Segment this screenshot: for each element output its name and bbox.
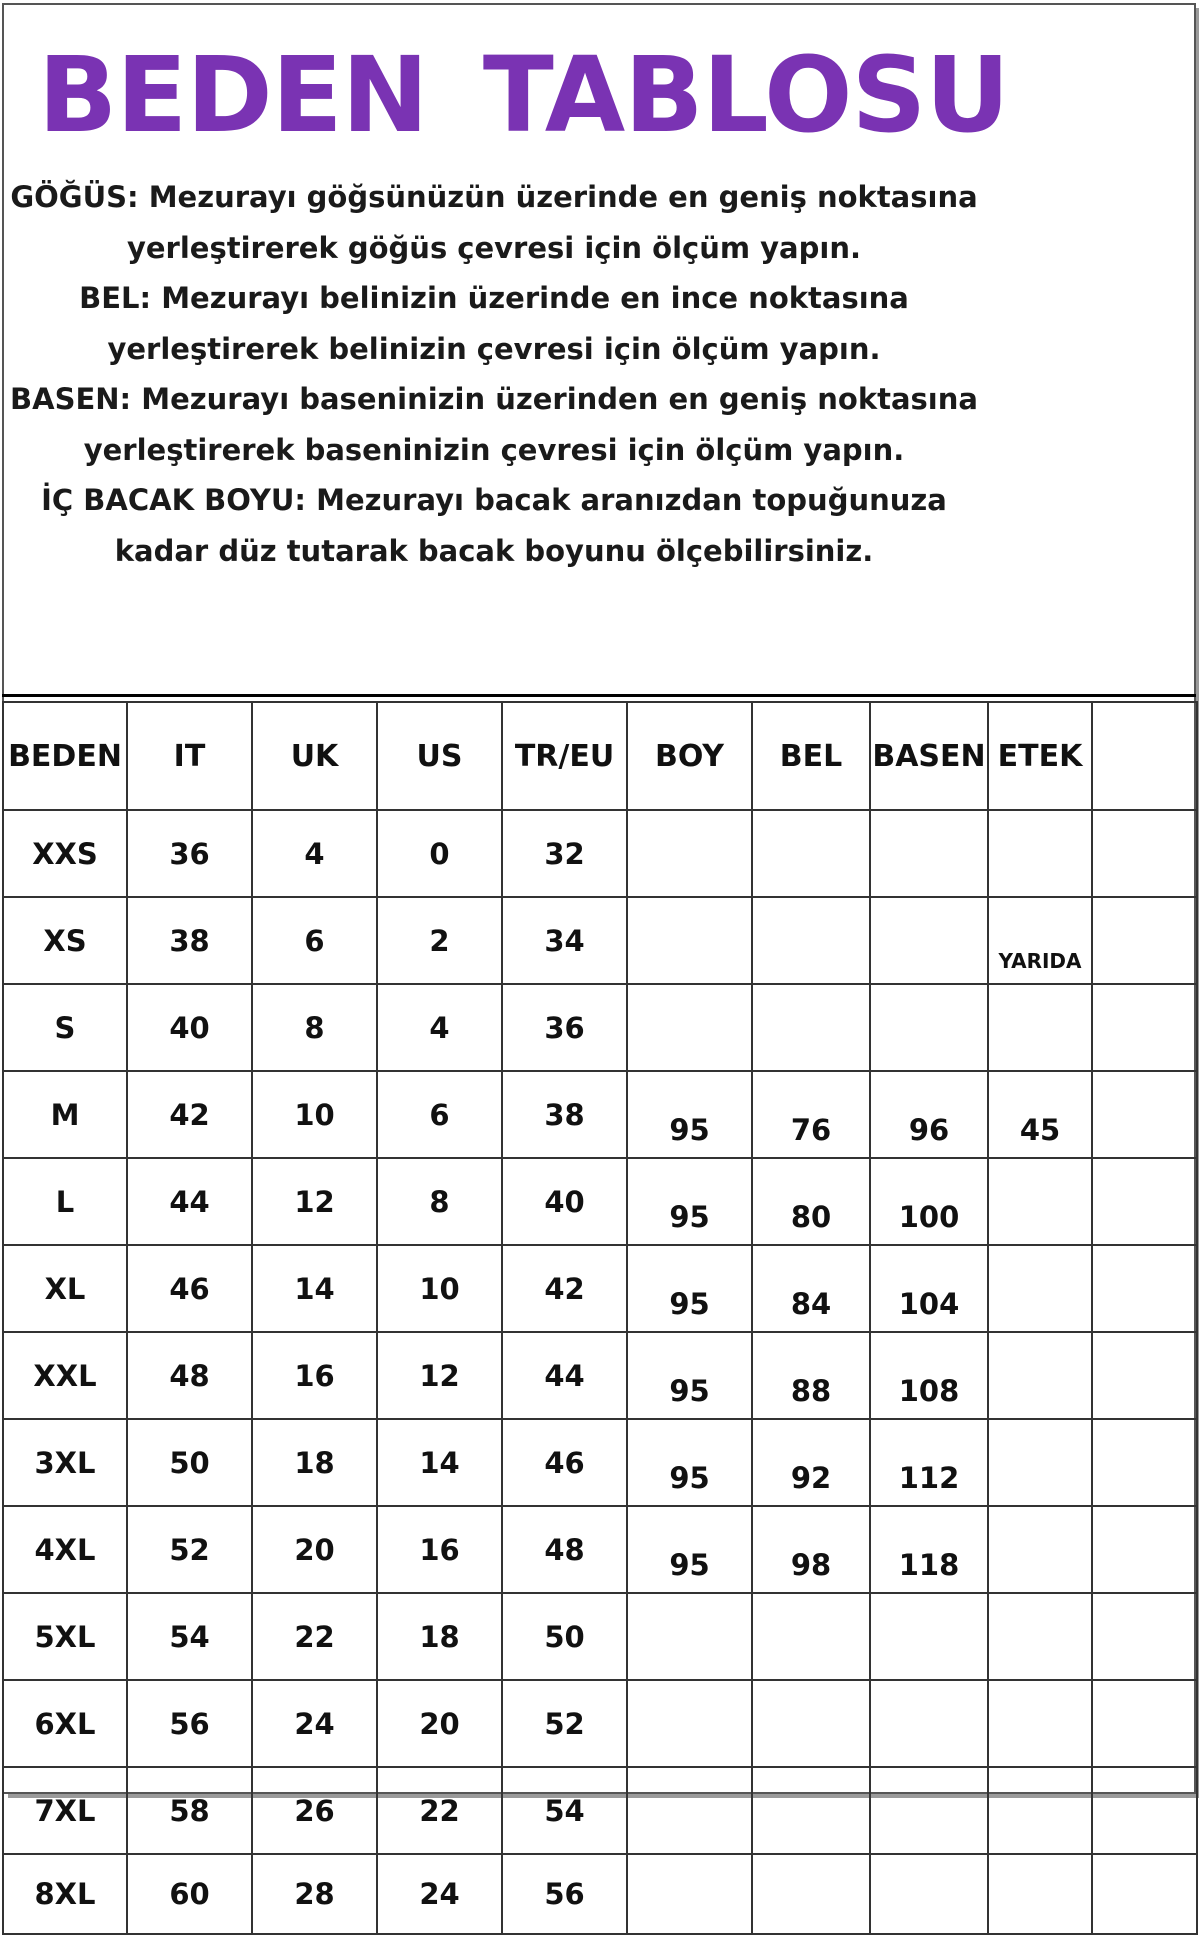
header-us: US — [377, 702, 502, 810]
table-cell — [988, 1854, 1092, 1934]
table-row — [3, 1332, 1197, 1419]
table-cell — [870, 1767, 988, 1854]
table-cell — [1092, 1854, 1197, 1934]
table-cell: 100 — [870, 1158, 988, 1245]
table-cell: 54 — [127, 1593, 252, 1680]
table-cell: 14 — [377, 1419, 502, 1506]
table-cell — [627, 1854, 752, 1934]
table-cell: 6XL — [3, 1680, 127, 1767]
table-cell: 16 — [377, 1506, 502, 1593]
table-cell: 28 — [252, 1854, 377, 1934]
table-row — [3, 1593, 1197, 1680]
table-cell: 48 — [502, 1506, 627, 1593]
table-cell: 95 — [627, 1071, 752, 1158]
header-bel: BEL — [752, 702, 870, 810]
header-beden: BEDEN — [3, 702, 127, 810]
table-cell: 38 — [502, 1071, 627, 1158]
table-cell — [870, 1854, 988, 1934]
header-empty — [1092, 702, 1197, 810]
table-cell: 95 — [627, 1419, 752, 1506]
table-cell — [988, 1245, 1092, 1332]
table-cell: 36 — [127, 810, 252, 897]
table-cell — [1092, 1506, 1197, 1593]
table-cell — [1092, 1419, 1197, 1506]
table-cell: 50 — [127, 1419, 252, 1506]
table-cell: 34 — [502, 897, 627, 984]
table-cell: 98 — [752, 1506, 870, 1593]
table-cell — [627, 897, 752, 984]
table-cell: 14 — [252, 1245, 377, 1332]
table-cell: 76 — [752, 1071, 870, 1158]
table-cell: 95 — [627, 1158, 752, 1245]
table-cell: 44 — [127, 1158, 252, 1245]
table-cell — [1092, 810, 1197, 897]
table-header-row — [3, 702, 1197, 810]
table-cell: 4 — [377, 984, 502, 1071]
table-cell: 18 — [377, 1593, 502, 1680]
table-cell: 52 — [127, 1506, 252, 1593]
table-row — [3, 897, 1197, 984]
table-cell: YARIDA — [988, 897, 1092, 984]
table-cell: 20 — [377, 1680, 502, 1767]
table-row — [3, 1419, 1197, 1506]
table-cell: XXS — [3, 810, 127, 897]
table-cell: 20 — [252, 1506, 377, 1593]
table-row — [3, 1071, 1197, 1158]
instruction-chest-line-2: yerleştirerek göğüs çevresi için ölçüm yapın. — [126, 230, 861, 265]
table-cell: 50 — [502, 1593, 627, 1680]
table-cell: 12 — [377, 1332, 502, 1419]
table-cell: 84 — [752, 1245, 870, 1332]
table-cell — [752, 1767, 870, 1854]
table-cell — [752, 897, 870, 984]
table-cell: XL — [3, 1245, 127, 1332]
table-cell: 8 — [377, 1158, 502, 1245]
table-cell: 42 — [127, 1071, 252, 1158]
table-cell: 60 — [127, 1854, 252, 1934]
table-cell — [1092, 984, 1197, 1071]
table-cell: 44 — [502, 1332, 627, 1419]
table-cell: 45 — [988, 1071, 1092, 1158]
table-cell — [870, 1593, 988, 1680]
table-cell: 95 — [627, 1506, 752, 1593]
table-cell: XXL — [3, 1332, 127, 1419]
table-cell: 8 — [252, 984, 377, 1071]
measurement-instructions — [4, 172, 984, 576]
table-cell: 5XL — [3, 1593, 127, 1680]
table-cell — [752, 1680, 870, 1767]
table-cell — [988, 1593, 1092, 1680]
table-cell — [988, 1680, 1092, 1767]
table-cell: 46 — [127, 1245, 252, 1332]
table-cell: XS — [3, 897, 127, 984]
table-cell — [1092, 1158, 1197, 1245]
table-cell: 88 — [752, 1332, 870, 1419]
table-cell: 4 — [252, 810, 377, 897]
table-cell: 95 — [627, 1332, 752, 1419]
instruction-chest-line-1: GÖĞÜS: Mezurayı göğsünüzün üzerinde en geniş noktasına — [10, 180, 978, 214]
instruction-waist-line-1: BEL: Mezurayı belinizin üzerinde en ince noktasına — [79, 281, 909, 315]
table-cell: 80 — [752, 1158, 870, 1245]
instruction-inseam-line-2: kadar düz tutarak bacak boyunu ölçebilirsiniz. — [114, 533, 874, 568]
table-cell — [1092, 1332, 1197, 1419]
table-cell: 58 — [127, 1767, 252, 1854]
table-cell: 96 — [870, 1071, 988, 1158]
table-cell — [752, 984, 870, 1071]
table-cell: 56 — [127, 1680, 252, 1767]
table-cell: 2 — [377, 897, 502, 984]
table-cell: 108 — [870, 1332, 988, 1419]
table-cell: 10 — [252, 1071, 377, 1158]
table-cell: 42 — [502, 1245, 627, 1332]
table-top-rule — [2, 694, 1196, 697]
instruction-waist-line-2: yerleştirerek belinizin çevresi için ölçüm yapın. — [107, 331, 881, 366]
table-cell — [870, 897, 988, 984]
table-cell — [1092, 1593, 1197, 1680]
table-cell — [627, 810, 752, 897]
table-cell: 24 — [377, 1854, 502, 1934]
size-table — [2, 701, 1198, 1935]
table-row — [3, 1245, 1197, 1332]
table-cell: 10 — [377, 1245, 502, 1332]
table-cell — [988, 1158, 1092, 1245]
table-cell: 3XL — [3, 1419, 127, 1506]
table-cell: 22 — [377, 1767, 502, 1854]
header-boy: BOY — [627, 702, 752, 810]
table-cell: 22 — [252, 1593, 377, 1680]
table-cell: 18 — [252, 1419, 377, 1506]
header-etek: ETEK — [988, 702, 1092, 810]
table-cell: 7XL — [3, 1767, 127, 1854]
table-cell — [988, 984, 1092, 1071]
header-tr-eu: TR/EU — [502, 702, 627, 810]
table-cell — [752, 1854, 870, 1934]
table-cell — [988, 1767, 1092, 1854]
table-cell — [752, 1593, 870, 1680]
table-cell — [870, 984, 988, 1071]
table-row — [3, 1680, 1197, 1767]
header-uk: UK — [252, 702, 377, 810]
table-cell: 40 — [502, 1158, 627, 1245]
table-cell: 92 — [752, 1419, 870, 1506]
table-cell — [752, 810, 870, 897]
table-cell: 24 — [252, 1680, 377, 1767]
table-cell: 48 — [127, 1332, 252, 1419]
table-row — [3, 810, 1197, 897]
page-title: BEDEN TABLOSU — [38, 34, 1009, 156]
table-cell — [988, 810, 1092, 897]
table-row — [3, 984, 1197, 1071]
table-cell — [1092, 897, 1197, 984]
table-cell: 112 — [870, 1419, 988, 1506]
table-cell: 4XL — [3, 1506, 127, 1593]
table-cell: 40 — [127, 984, 252, 1071]
table-row — [3, 1854, 1197, 1934]
table-cell: 54 — [502, 1767, 627, 1854]
table-cell: 38 — [127, 897, 252, 984]
table-cell: L — [3, 1158, 127, 1245]
table-cell — [988, 1419, 1092, 1506]
table-row — [3, 1158, 1197, 1245]
table-cell: M — [3, 1071, 127, 1158]
table-cell — [1092, 1071, 1197, 1158]
table-cell: 16 — [252, 1332, 377, 1419]
table-cell — [627, 1767, 752, 1854]
table-cell: 46 — [502, 1419, 627, 1506]
table-cell — [1092, 1680, 1197, 1767]
instruction-hip-line-1: BASEN: Mezurayı baseninizin üzerinden en geniş noktasına — [10, 382, 978, 416]
table-cell: 95 — [627, 1245, 752, 1332]
table-cell: 52 — [502, 1680, 627, 1767]
table-cell: 32 — [502, 810, 627, 897]
table-cell — [988, 1506, 1092, 1593]
table-cell: 8XL — [3, 1854, 127, 1934]
table-cell — [627, 984, 752, 1071]
table-cell: 26 — [252, 1767, 377, 1854]
table-cell: 118 — [870, 1506, 988, 1593]
table-cell: 104 — [870, 1245, 988, 1332]
table-cell: 0 — [377, 810, 502, 897]
table-cell: 6 — [252, 897, 377, 984]
table-cell: 6 — [377, 1071, 502, 1158]
header-basen: BASEN — [870, 702, 988, 810]
table-row — [3, 1506, 1197, 1593]
table-cell — [627, 1593, 752, 1680]
instruction-inseam-line-1: İÇ BACAK BOYU: Mezurayı bacak aranızdan topuğunuza — [41, 483, 947, 517]
table-cell — [627, 1680, 752, 1767]
table-cell: 12 — [252, 1158, 377, 1245]
table-cell — [870, 810, 988, 897]
table-row — [3, 1767, 1197, 1854]
table-cell — [988, 1332, 1092, 1419]
table-cell: S — [3, 984, 127, 1071]
table-cell: 36 — [502, 984, 627, 1071]
table-cell — [1092, 1245, 1197, 1332]
table-cell — [870, 1680, 988, 1767]
header-it: IT — [127, 702, 252, 810]
table-cell: 56 — [502, 1854, 627, 1934]
table-cell — [1092, 1767, 1197, 1854]
instruction-hip-line-2: yerleştirerek baseninizin çevresi için ölçüm yapın. — [83, 432, 905, 467]
